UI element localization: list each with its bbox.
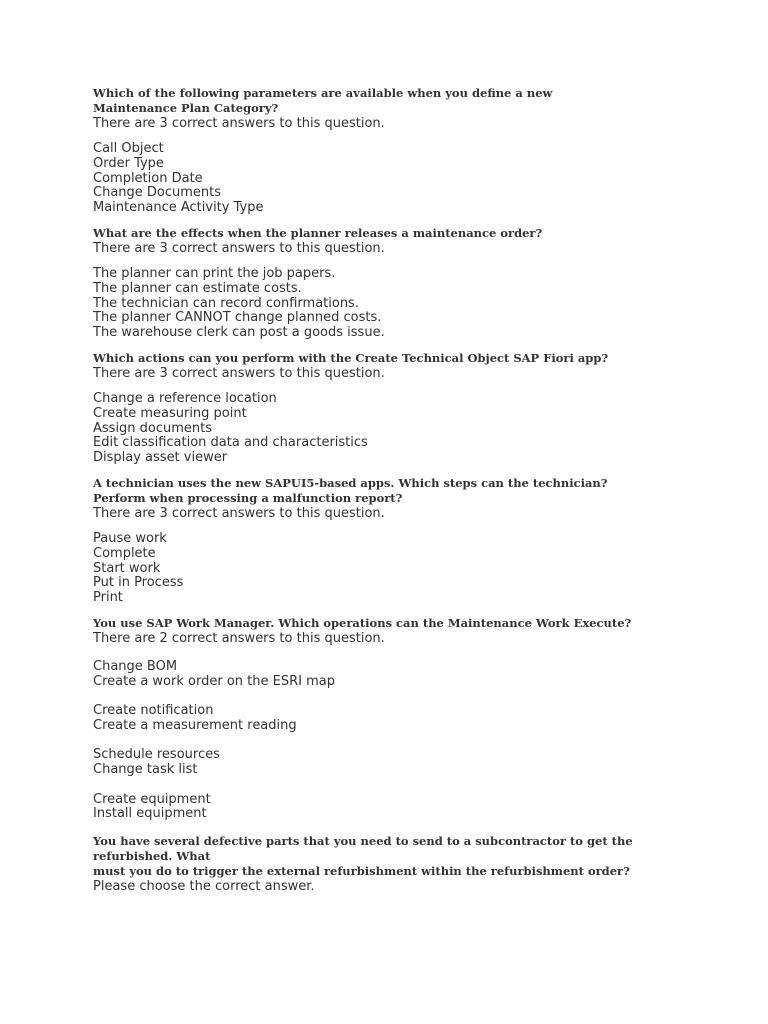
answer-option: Install equipment [93,806,207,822]
answer-option: The technician can record confirmations. [93,295,359,311]
answer-option: Order Type [93,155,164,171]
question-text: Which actions can you perform with the Create Technical Object SAP Fiori app? [93,350,609,365]
question-block-3 [93,351,693,466]
answer-option: Schedule resources [93,747,220,763]
answer-option: Pause work [93,530,167,546]
answer-option: Change a reference location [93,390,277,406]
document-page [93,86,693,894]
answer-options [93,142,693,216]
answer-option: Assign documents [93,420,213,436]
answer-option: Change Documents [93,185,222,201]
answer-options [93,392,693,466]
question-instruction: There are 3 correct answers to this question. [93,240,385,256]
question-block-5 [93,616,693,822]
answer-option: Complete [93,545,156,561]
answer-option: The warehouse clerk can post a goods issue. [93,325,385,341]
question-block-1 [93,86,693,216]
question-block-2 [93,226,693,341]
answer-option: Create equipment [93,791,211,807]
question-text: You use SAP Work Manager. Which operations can the Maintenance Work Execute? [93,615,632,630]
answer-options [93,532,693,606]
answer-option: The planner CANNOT change planned costs. [93,310,382,326]
answer-options [93,267,693,341]
answer-option: Create measuring point [93,405,247,421]
answer-option: Put in Process [93,575,184,591]
answer-option: Create notification [93,703,214,719]
answer-option: Edit classification data and characteristics [93,435,368,451]
question-block-4 [93,476,693,606]
question-text: Which of the following parameters are available when you define a new Maintenance Plan Category? [93,86,553,115]
question-text: What are the effects when the planner releases a maintenance order? [93,225,543,240]
answer-option: The planner can print the job papers. [93,265,336,281]
answer-options [93,660,693,822]
question-instruction: Please choose the correct answer. [93,879,315,895]
question-text: A technician uses the new SAPUI5-based apps. Which steps can the technician? Perform when processing a malfunction report? [93,475,608,505]
answer-option: Change task list [93,762,198,778]
answer-option: Start work [93,560,161,576]
answer-option: Completion Date [93,170,203,186]
question-instruction: There are 3 correct answers to this question. [93,116,385,131]
question-instruction: There are 3 correct answers to this question. [93,505,385,521]
answer-option: Create a work order on the ESRI map [93,673,335,689]
answer-option: Display asset viewer [93,450,228,466]
question-instruction: There are 2 correct answers to this question. [93,630,385,646]
answer-option: Call Object [93,141,164,156]
answer-option: Maintenance Activity Type [93,200,264,216]
answer-option: Change BOM [93,658,178,674]
answer-option: The planner can estimate costs. [93,280,302,296]
question-instruction: There are 3 correct answers to this question. [93,365,385,381]
question-block-6 [93,834,693,894]
question-text: You have several defective parts that you need to send to a subcontractor to get the refurbished. What must you do to trigger the external refurbishment within the refurbishment order? [93,834,633,879]
answer-option: Create a measurement reading [93,717,297,733]
answer-option: Print [93,590,123,606]
